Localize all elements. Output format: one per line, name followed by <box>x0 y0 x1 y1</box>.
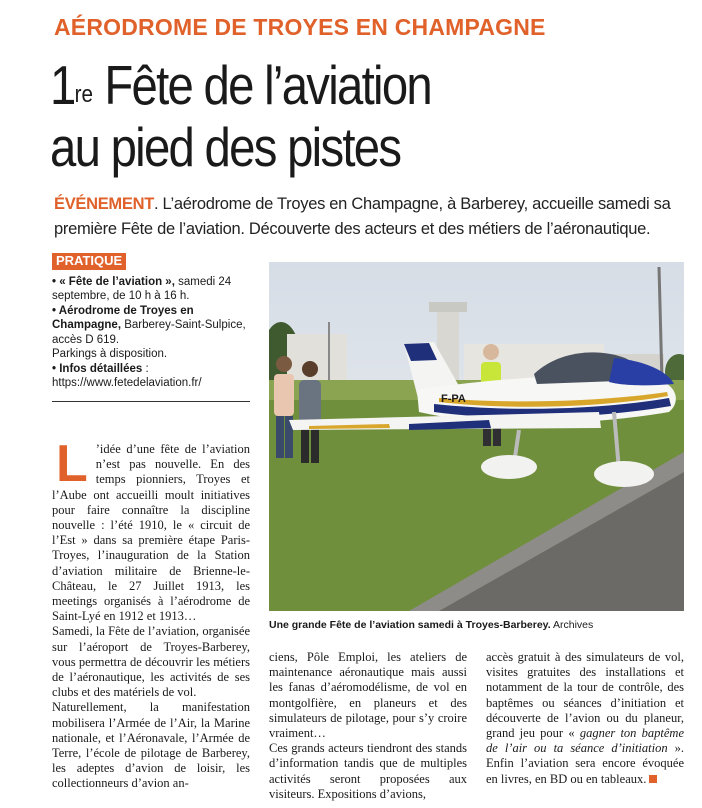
lead-text: . L’aérodrome de Troyes en Champagne, à Barberey, accueille samedi sa première Fête de l’aviation. Découverte des acteurs et des métiers de l’aéronautique. <box>54 195 671 238</box>
article-column-2 <box>269 650 467 802</box>
photo-caption <box>269 619 699 631</box>
article-column-3 <box>486 650 684 787</box>
practical-info-box <box>52 253 250 402</box>
info-date <box>52 275 250 304</box>
drop-cap: L <box>56 435 88 493</box>
info-date-text: samedi 24 septembre, de 10 h à 16 h. <box>52 275 232 302</box>
airplane-photo <box>269 262 684 611</box>
info-date-title: • « Fête de l’aviation », <box>52 275 175 288</box>
info-location-title: • Aérodrome de Troyes en Champagne, <box>52 304 194 331</box>
article-paragraph: ’idée d’une fête de l’aviation n’est pas nouvelle. En des temps pionniers, Troyes et l’Aube ont accueilli moult initiatives pour faire connaître la discipline nouvelle : l’été 1910, le « circuit de l’Est » dans sa première étape Paris-Troyes, l’inauguration de la Station d’aviation militaire de Brienne-le-Château, le 27 Juillet 1913, les meetings organisés à l’aérodrome de Saint-Lyé en 1912 et 1913… <box>52 442 250 624</box>
article-paragraph <box>486 650 684 787</box>
info-url[interactable]: https://www.fetedelaviation.fr/ <box>52 377 202 389</box>
headline-line1: Fête de l’aviation <box>92 54 432 116</box>
info-details-title: • Infos détaillées <box>52 362 143 375</box>
info-location-text: Barberey-Saint-Sulpice, accès D 619. <box>52 319 246 346</box>
airplane-registration: F-PA <box>441 393 466 405</box>
airplane-photo-illustration <box>269 262 684 611</box>
headline-line2: au pied des pistes <box>50 116 401 178</box>
headline-number: 1 <box>50 54 75 116</box>
info-details <box>52 362 250 377</box>
info-details-colon: : <box>142 362 149 375</box>
article-text: ». Enfin l’aviation sera encore évoquée en livres, en BD ou en tableaux. <box>486 741 685 786</box>
headline-ordinal: re <box>74 81 93 108</box>
info-parking: Parkings à disposition. <box>52 348 168 360</box>
info-location <box>52 304 250 348</box>
headline <box>50 54 431 178</box>
lead-paragraph <box>54 192 694 242</box>
article-paragraph: Naturellement, la manifestation mobilisera l’Armée de l’Air, la Marine nationale, et l’Aéronavale, l’Armée de Terre, l’école de pilotage de Barberey, les adeptes d’avion de loisir, les collectionneurs d’avion an- <box>52 700 250 791</box>
section-kicker: AÉRODROME DE TROYES EN CHAMPAGNE <box>54 14 546 40</box>
article-paragraph: Ces grands acteurs tiendront des stands d’information tandis que de multiples activités seront proposées aux visiteurs. Expositions d’avions, <box>269 741 467 801</box>
caption-text: Une grande Fête de l’aviation samedi à Troyes-Barberey. <box>269 619 551 631</box>
lead-label: ÉVÉNEMENT <box>54 195 154 213</box>
article-paragraph: Samedi, la Fête de l’aviation, organisée sur l’aéroport de Troyes-Barberey, vous permettra de découvrir les métiers de l’aéronautique, les activités de ses clubs et des matériels de vol. <box>52 624 250 700</box>
article-text: accès gratuit à des simulateurs de vol, visites gratuites des installations et notamment de la tour de contrôle, des baptêmes ou séances d’initiation et découverte de l’avion ou du planeur, grand jeu pour « <box>486 650 684 741</box>
caption-credit: Archives <box>550 619 594 631</box>
article-italic-text: gagner ton baptême de l’air ou ta séance d’initiation <box>486 726 684 756</box>
end-of-article-mark <box>649 775 657 783</box>
article-paragraph: ciens, Pôle Emploi, les ateliers de maintenance aéronautique mais aussi les fanas d’aéromodélisme, de vol en montgolfière, en planeurs et des simulateurs de pilotage, pour s’y croire vraiment… <box>269 650 467 741</box>
article-column-1 <box>52 435 250 792</box>
pratique-tag: PRATIQUE <box>52 253 126 270</box>
